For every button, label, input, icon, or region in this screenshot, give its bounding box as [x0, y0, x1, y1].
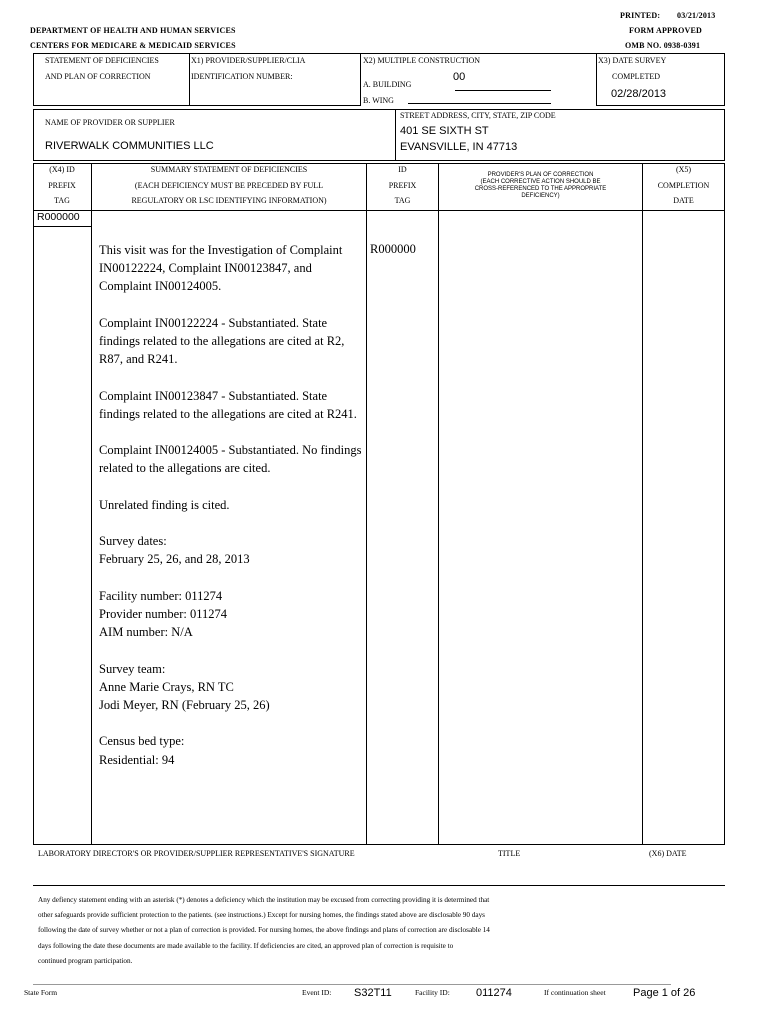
statement-label-2: AND PLAN OF CORRECTION	[45, 72, 151, 81]
provider-name: RIVERWALK COMMUNITIES LLC	[45, 140, 214, 152]
box-line	[360, 53, 361, 106]
box-line	[596, 53, 597, 106]
wing-label: B. WING	[363, 96, 394, 105]
centers-title: CENTERS FOR MEDICARE & MEDICAID SERVICES	[30, 41, 236, 50]
box-line	[596, 105, 725, 106]
box-line	[33, 109, 34, 161]
x5-header-1: (X5)	[675, 165, 692, 174]
table-header-bottom	[33, 210, 725, 211]
box-line	[724, 109, 725, 161]
provider-name-label: NAME OF PROVIDER OR SUPPLIER	[45, 118, 175, 127]
multiple-construction-label: X2) MULTIPLE CONSTRUCTION	[363, 56, 481, 65]
completed-label: COMPLETED	[612, 72, 660, 81]
provider-id-label-2: IDENTIFICATION NUMBER:	[191, 72, 293, 81]
prefix-tag-left: R000000	[37, 211, 80, 223]
paragraph-survey-dates: Survey dates: February 25, 26, and 28, 2013	[99, 534, 250, 567]
director-signature-label: LABORATORY DIRECTOR'S OR PROVIDER/SUPPLIER REPRESENTATIVE'S SIGNATURE	[38, 849, 355, 858]
city-state-zip: EVANSVILLE, IN 47713	[400, 141, 518, 153]
col-line	[438, 163, 439, 845]
summary-header-1: SUMMARY STATEMENT OF DEFICIENCIES	[150, 165, 308, 174]
footer-divider	[33, 984, 671, 985]
table-border-top	[33, 163, 725, 164]
tag-underline	[33, 226, 91, 227]
box-line	[33, 105, 360, 106]
col-line	[366, 163, 367, 845]
notice-line-2: other safeguards provide sufficient protection to the patients. (see instructions.) Except for nursing homes, the findings stated above are disclosable 90 days	[38, 911, 485, 920]
page-number: Page 1 of 26	[633, 987, 696, 999]
building-underline	[455, 90, 551, 91]
form-approved: FORM APPROVED	[629, 26, 703, 35]
survey-completed-date: 02/28/2013	[611, 88, 667, 100]
building-label: A. BUILDING	[363, 80, 412, 89]
col-line	[91, 163, 92, 845]
box-line	[33, 53, 34, 106]
x6-date-label: (X6) DATE	[649, 849, 687, 858]
event-id-label: Event ID:	[302, 988, 332, 997]
printed-label: PRINTED:	[620, 11, 661, 20]
box-line	[395, 109, 396, 161]
paragraph-unrelated: Unrelated finding is cited.	[99, 497, 230, 512]
summary-header-2: (EACH DEFICIENCY MUST BE PRECEDED BY FULL	[134, 181, 324, 190]
col-line	[33, 163, 34, 845]
id-header-1: ID	[398, 165, 407, 174]
paragraph-survey-team: Survey team: Anne Marie Crays, RN TC Jodi Meyer, RN (February 25, 26)	[99, 661, 270, 712]
state-form-label: State Form	[24, 988, 58, 997]
prefix-tag-right: R000000	[370, 242, 416, 256]
omb-number: OMB NO. 0938-0391	[625, 41, 701, 50]
box-line	[33, 160, 725, 161]
facility-id-label: Facility ID:	[415, 988, 450, 997]
x4-header-2: PREFIX	[48, 181, 76, 190]
table-border-bottom	[33, 844, 725, 845]
street-address-label: STREET ADDRESS, CITY, STATE, ZIP CODE	[400, 111, 556, 120]
plan-header-2: (EACH CORRECTIVE ACTION SHOULD BE	[480, 179, 601, 185]
notice-line-1: Any defiency statement ending with an asterisk (*) denotes a deficiency which the institution may be excused from correcting providing it is determined that	[38, 896, 490, 904]
notice-line-4: days following the date these documents are made available to the facility. If deficiencies are cited, an approved plan of correction is requisite to	[38, 941, 454, 950]
paragraph-intro: This visit was for the Investigation of Complaint IN00122224, Complaint IN00123847, and Complaint IN00124005.	[99, 243, 343, 294]
paragraph-facility-numbers: Facility number: 011274 Provider number: 011274 AIM number: N/A	[99, 588, 227, 640]
plan-header-3: CROSS-REFERENCED TO THE APPROPRIATE	[474, 186, 607, 192]
summary-header-3: REGULATORY OR LSC IDENTIFYING INFORMATION)	[131, 196, 327, 205]
box-line	[189, 53, 190, 106]
notice-line-5: continued program participation.	[38, 956, 133, 965]
box-line	[724, 53, 725, 106]
id-header-3: TAG	[394, 196, 411, 205]
id-header-2: PREFIX	[388, 181, 417, 190]
deficiency-notice	[38, 893, 638, 969]
box-line	[33, 109, 725, 110]
col-line	[642, 163, 643, 845]
summary-statement	[99, 241, 364, 787]
x5-header-2: COMPLETION	[657, 181, 710, 190]
wing-underline	[408, 103, 551, 104]
event-id-value: S32T11	[354, 987, 392, 999]
provider-id-label-1: X1) PROVIDER/SUPPLIER/CLIA	[191, 56, 306, 65]
x4-header-1: (X4) ID	[49, 165, 75, 174]
building-value: 00	[453, 71, 466, 83]
x4-header-3: TAG	[54, 196, 70, 205]
department-title: DEPARTMENT OF HEALTH AND HUMAN SERVICES	[30, 26, 236, 35]
top-box-border	[33, 53, 725, 54]
x5-header-3: DATE	[673, 196, 694, 205]
title-label: TITLE	[498, 849, 521, 858]
signature-divider	[33, 885, 725, 886]
continuation-label: If continuation sheet	[544, 988, 606, 997]
col-line	[724, 163, 725, 845]
printed-date: 03/21/2013	[677, 11, 716, 20]
plan-header-1: PROVIDER'S PLAN OF CORRECTION	[487, 172, 594, 178]
statement-label-1: STATEMENT OF DEFICIENCIES	[45, 56, 159, 65]
paragraph-census: Census bed type: Residential: 94	[99, 734, 185, 767]
paragraph-complaint-1: Complaint IN00122224 - Substantiated. State findings related to the allegations are cited at R2, R87, and R241.	[99, 315, 345, 367]
facility-id-value: 011274	[476, 987, 512, 999]
date-survey-label: X3) DATE SURVEY	[598, 56, 667, 65]
paragraph-complaint-2: Complaint IN00123847 - Substantiated. State findings related to the allegations are cited at R241.	[99, 388, 357, 421]
street-address: 401 SE SIXTH ST	[400, 125, 489, 137]
notice-line-3: following the date of survey whether or not a plan of correction is provided. For nursing homes, the above findings and plans of correction are disclosable 14	[38, 926, 490, 935]
paragraph-complaint-3: Complaint IN00124005 - Substantiated. No findings related to the allegations are cited.	[99, 443, 362, 476]
plan-header-4: DEFICIENCY)	[521, 193, 560, 199]
